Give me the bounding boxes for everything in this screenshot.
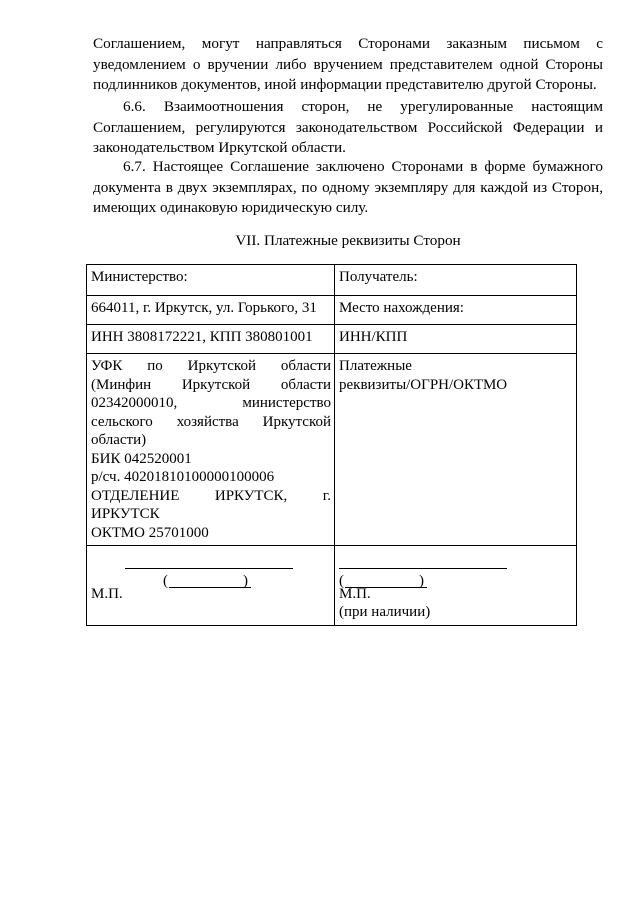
paragraph-6-6: 6.6. Взаимоотношения сторон, не урегулированные настоящим Соглашением, регулируются законодательством Российской Федерации и законодательством Иркутской области.: [93, 98, 603, 156]
ministry-bank-details-cell: [87, 354, 335, 546]
signature-name-placeholder: ( ): [163, 573, 248, 589]
recipient-bank-details-cell: [335, 354, 577, 546]
stamp-label: М.П.: [91, 586, 123, 602]
bank-line: Платежные: [339, 358, 412, 374]
signature-line: [339, 568, 507, 569]
bank-line: (Минфин Иркутской области: [91, 376, 331, 393]
ministry-signature-cell: [87, 546, 335, 626]
table-row: [87, 325, 577, 354]
bank-line: области): [91, 432, 147, 448]
bank-line: сельского хозяйства Иркутской: [91, 413, 331, 430]
ministry-inn-kpp-cell: ИНН 3808172221, КПП 380801001: [87, 325, 335, 354]
recipient-inn-kpp-label-cell: ИНН/КПП: [335, 325, 577, 354]
payment-details-table: [86, 264, 577, 626]
table-row: [87, 265, 577, 296]
recipient-header-cell: Получатель:: [335, 265, 577, 296]
bank-line: БИК 042520001: [91, 450, 192, 467]
table-row: [87, 546, 577, 626]
signature-name-placeholder: ( ): [339, 573, 424, 589]
signature-name-underline: [169, 587, 251, 588]
paragraph-6-5-tail: Соглашением, могут направляться Сторонами заказным письмом с уведомлением о вручении либо вручением представителем одной Стороны подлинников документов, иной информации представителю другой Стороны.: [93, 35, 603, 93]
recipient-address-label-cell: Место нахождения:: [335, 296, 577, 325]
recipient-signature-cell: [335, 546, 577, 626]
bank-line: р/сч. 40201810100000100006: [91, 469, 275, 485]
bank-line: ИРКУТСК: [91, 506, 160, 522]
bank-line: УФК по Иркутской области: [91, 358, 331, 374]
bank-line: ОТДЕЛЕНИЕ ИРКУТСК, г.: [91, 487, 331, 504]
bank-line: 02342000010, министерство: [91, 395, 331, 411]
ministry-header-cell: Министерство:: [87, 265, 335, 296]
signature-line: [125, 568, 293, 569]
table-row: [87, 296, 577, 325]
paragraph-6-7: 6.7. Настоящее Соглашение заключено Сторонами в форме бумажного документа в двух экземплярах, по одному экземпляру для каждой из Сторон, имеющих одинаковую юридическую силу.: [93, 158, 603, 216]
ministry-address-cell: 664011, г. Иркутск, ул. Горького, 31: [87, 296, 335, 325]
bank-line: ОКТМО 25701000: [91, 524, 209, 541]
bank-line: реквизиты/ОГРН/ОКТМО: [339, 376, 508, 393]
stamp-note: (при наличии): [339, 604, 431, 620]
section-title: VII. Платежные реквизиты Сторон: [235, 232, 461, 249]
stamp-label: М.П.: [339, 586, 371, 602]
table-row: [87, 354, 577, 546]
